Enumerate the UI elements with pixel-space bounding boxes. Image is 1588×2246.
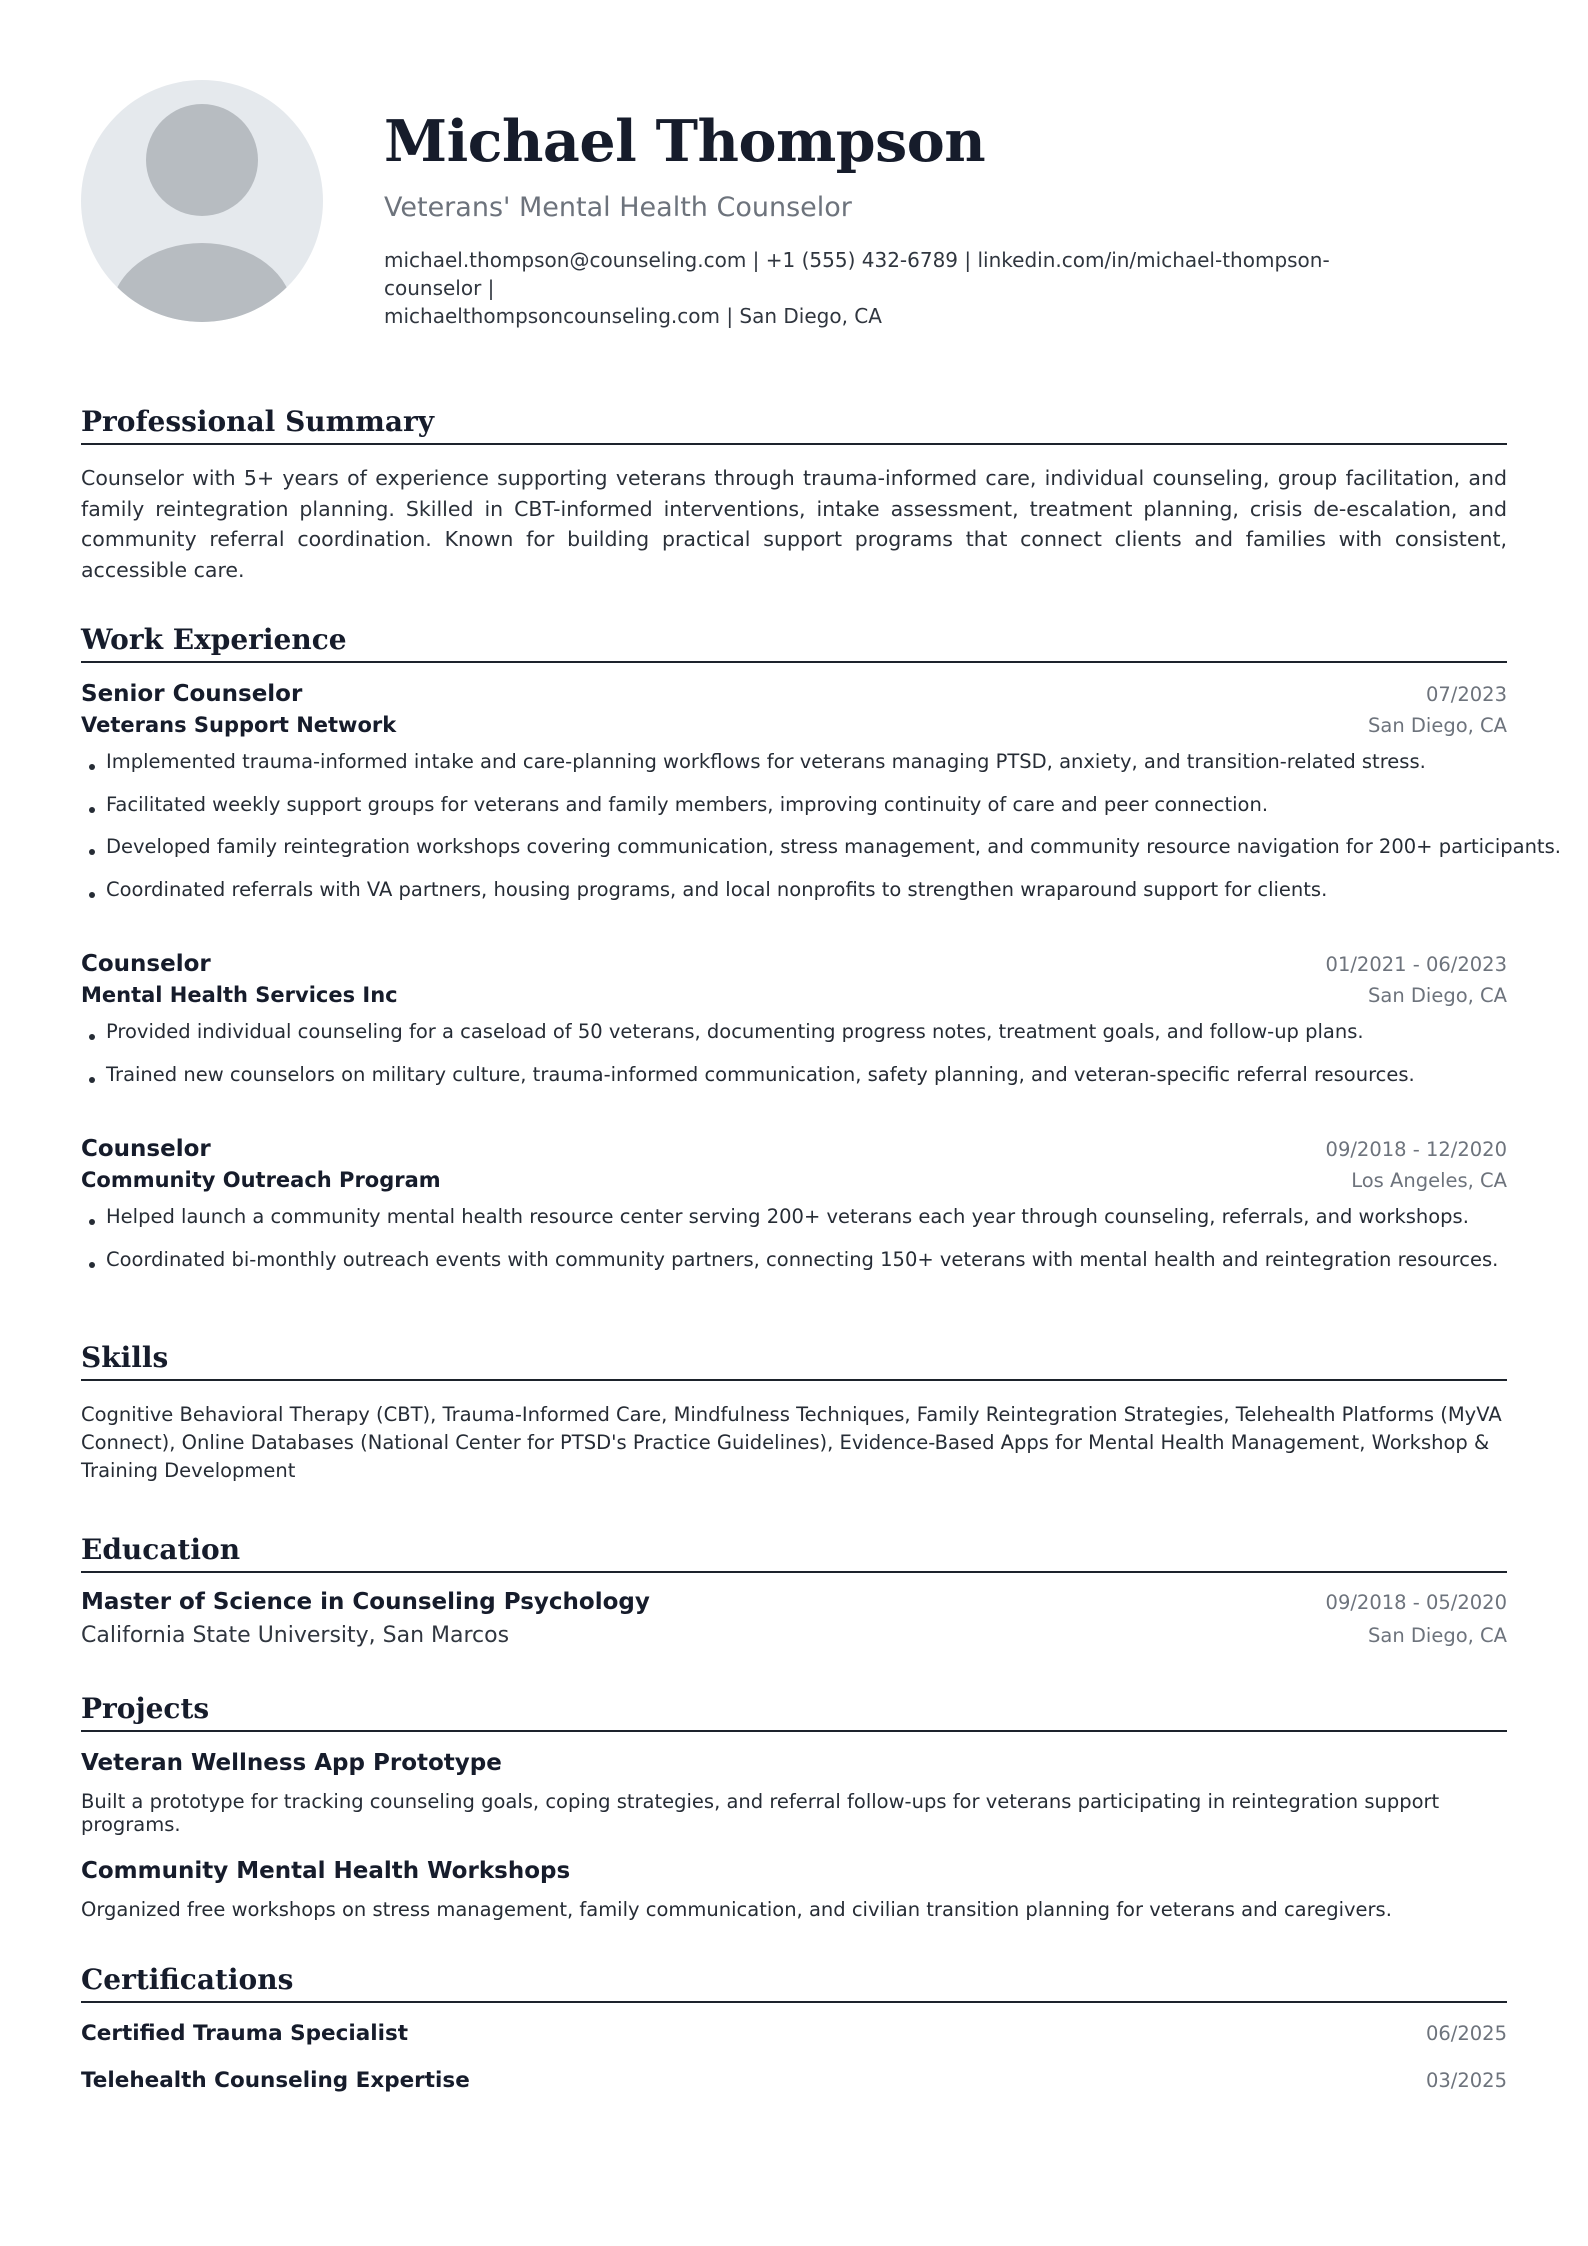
education-school: California State University, San Marcos bbox=[81, 1623, 510, 1648]
certification-entry bbox=[81, 2021, 1507, 2046]
job-title: Counselor bbox=[81, 1136, 211, 1162]
resume-header bbox=[81, 0, 1507, 355]
job-bullet: Coordinated bi-monthly outreach events with community partners, connecting 150+ veterans with mental health and reintegration resources. bbox=[81, 1239, 1507, 1282]
avatar-placeholder-icon bbox=[81, 80, 323, 322]
job-title: Senior Counselor bbox=[81, 681, 303, 707]
job-bullets bbox=[81, 1011, 1507, 1096]
job-entry bbox=[81, 1136, 1507, 1281]
job-company: Mental Health Services Inc bbox=[81, 983, 398, 1007]
certification-date: 03/2025 bbox=[1425, 2069, 1507, 2092]
job-date: 01/2021 - 06/2023 bbox=[1325, 953, 1507, 976]
section-heading: Skills bbox=[81, 1341, 1507, 1381]
candidate-name: Michael Thompson bbox=[384, 108, 986, 175]
job-bullets bbox=[81, 741, 1561, 911]
experience-section bbox=[81, 623, 1561, 1281]
certification-name: Telehealth Counseling Expertise bbox=[81, 2068, 470, 2093]
project-name: Community Mental Health Workshops bbox=[81, 1858, 571, 1884]
job-bullet: Provided individual counseling for a caseload of 50 veterans, documenting progress notes, treatment goals, and follow-up plans. bbox=[81, 1011, 1507, 1054]
project-description: Organized free workshops on stress management, family communication, and civilian transition planning for veterans and caregivers. bbox=[81, 1898, 1392, 1921]
project-name: Veteran Wellness App Prototype bbox=[81, 1750, 502, 1776]
job-entry bbox=[81, 681, 1561, 911]
summary-section bbox=[81, 405, 1507, 585]
job-bullet: Helped launch a community mental health resource center serving 200+ veterans each year through counseling, referrals, and workshops. bbox=[81, 1196, 1507, 1239]
job-company: Community Outreach Program bbox=[81, 1168, 441, 1192]
section-heading: Work Experience bbox=[81, 623, 1507, 663]
job-bullet: Implemented trauma-informed intake and care-planning workflows for veterans managing PTSD, anxiety, and transition-related stress. bbox=[81, 741, 1507, 784]
avatar-body-shape bbox=[111, 243, 293, 322]
job-entry bbox=[81, 951, 1507, 1096]
job-date: 07/2023 bbox=[1425, 683, 1507, 706]
education-section bbox=[81, 1533, 1507, 1648]
education-date: 09/2018 - 05/2020 bbox=[1325, 1591, 1507, 1614]
certifications-section bbox=[81, 1963, 1507, 2093]
job-location: Los Angeles, CA bbox=[1351, 1169, 1507, 1192]
job-location: San Diego, CA bbox=[1368, 984, 1507, 1007]
contact-line-2: michaelthompsoncounseling.com | San Diego, CA bbox=[384, 304, 882, 328]
section-heading: Professional Summary bbox=[81, 405, 1507, 445]
project-description: Built a prototype for tracking counseling goals, coping strategies, and referral follow-ups for veterans participating in reintegration support programs. bbox=[81, 1790, 1440, 1836]
contact-line-1: michael.thompson@counseling.com | +1 (555) 432-6789 | linkedin.com/in/michael-thompson-counselor | bbox=[384, 248, 1330, 300]
job-date: 09/2018 - 12/2020 bbox=[1325, 1138, 1507, 1161]
job-title: Counselor bbox=[81, 951, 211, 977]
skills-text: Cognitive Behavioral Therapy (CBT), Trauma-Informed Care, Mindfulness Techniques, Family Reintegration Strategies, Telehealth Platforms (MyVA Connect), Online Databases (National Center for PTSD's Practice Guidelines), Evidence-Based Apps for Mental Health Management, Workshop & Training Development bbox=[81, 1403, 1502, 1482]
section-heading: Projects bbox=[81, 1692, 1507, 1732]
certification-entry bbox=[81, 2068, 1507, 2093]
certification-name: Certified Trauma Specialist bbox=[81, 2021, 409, 2046]
job-bullet: Developed family reintegration workshops covering communication, stress management, and community resource navigation for 200+ participants. bbox=[81, 826, 1507, 869]
job-bullet: Facilitated weekly support groups for veterans and family members, improving continuity of care and peer connection. bbox=[81, 784, 1507, 827]
job-bullet: Coordinated referrals with VA partners, housing programs, and local nonprofits to strengthen wraparound support for clients. bbox=[81, 869, 1507, 912]
project-entry bbox=[81, 1750, 1507, 1836]
projects-section bbox=[81, 1692, 1507, 1921]
job-company: Veterans Support Network bbox=[81, 713, 397, 737]
section-heading: Certifications bbox=[81, 1963, 1507, 2003]
job-bullet: Trained new counselors on military culture, trauma-informed communication, safety planning, and veteran-specific referral resources. bbox=[81, 1054, 1507, 1097]
candidate-title: Veterans' Mental Health Counselor bbox=[384, 192, 852, 223]
avatar-head-shape bbox=[146, 104, 258, 216]
education-degree: Master of Science in Counseling Psychology bbox=[81, 1589, 650, 1615]
education-location: San Diego, CA bbox=[1368, 1624, 1507, 1647]
job-location: San Diego, CA bbox=[1368, 714, 1507, 737]
skills-section bbox=[81, 1341, 1507, 1485]
contact-info bbox=[384, 246, 1424, 330]
certification-date: 06/2025 bbox=[1425, 2022, 1507, 2045]
section-heading: Education bbox=[81, 1533, 1507, 1573]
project-entry bbox=[81, 1858, 1507, 1921]
summary-text: Counselor with 5+ years of experience supporting veterans through trauma-informed care, individual counseling, group facilitation, and family reintegration planning. Skilled in CBT-informed interventions, intake assessment, treatment planning, crisis de-escalation, and community referral coordination. Known for building practical support programs that connect clients and families with consistent, accessible care. bbox=[81, 466, 1507, 582]
job-bullets bbox=[81, 1196, 1507, 1281]
